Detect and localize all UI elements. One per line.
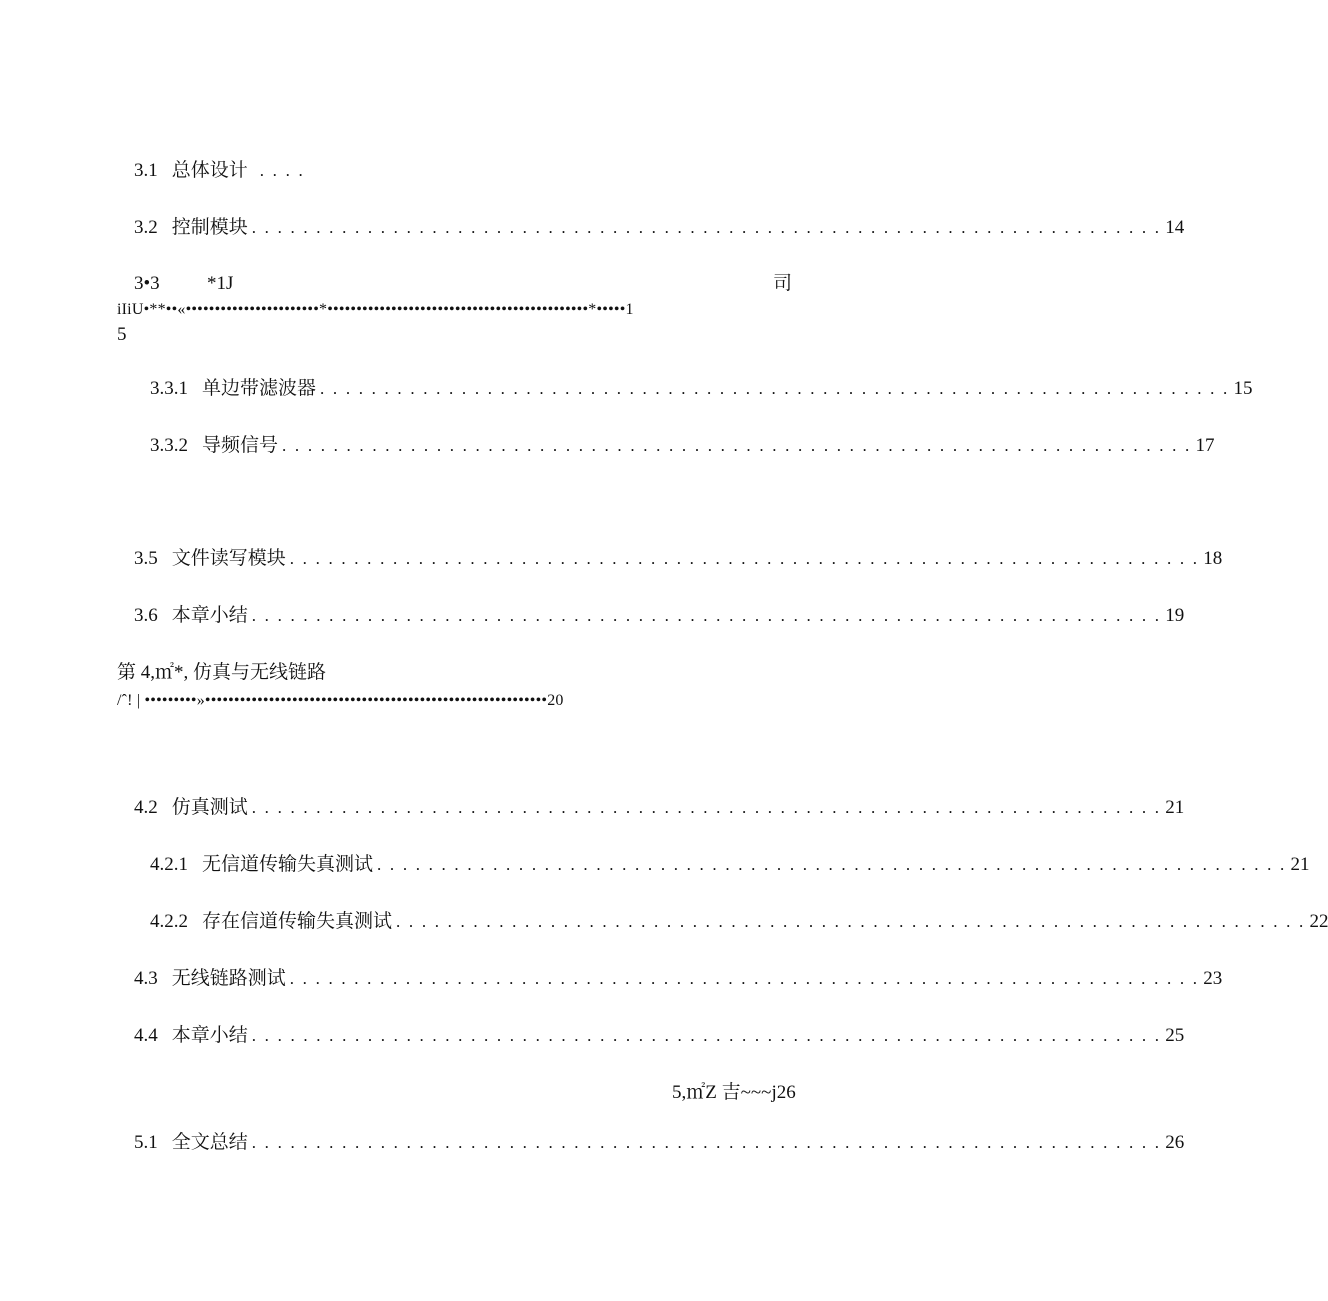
section-title: 单边带滤波器: [202, 378, 317, 399]
toc-entry-3-3-2[interactable]: [150, 435, 1215, 457]
garbled-3-3-mid: *1J: [207, 273, 234, 294]
page-number: 14: [1165, 217, 1185, 238]
section-number: 4.2.2: [150, 911, 188, 932]
section-title: 本章小结: [171, 605, 248, 626]
dot-leader: . . . . . . . . . . . . . . . . . . . . . . . . . . . . . . . . . . . . . . . . . . . . . . . . . . . . . . . . . . . . . . . . . . . . . . .: [251, 798, 1162, 817]
section-number: 3.3.2: [150, 435, 188, 456]
dot-leader: . . . . . . . . . . . . . . . . . . . . . . . . . . . . . . . . . . . . . . . . . . . . . . . . . . . . . . . . . . . . . . . . . . . . . . .: [289, 549, 1200, 568]
garbled-3-3-right: 司: [773, 273, 793, 294]
section-number: 4.2: [134, 797, 158, 818]
toc-entry-4-4[interactable]: [134, 1025, 1185, 1047]
toc-entry-4-2-1[interactable]: [150, 854, 1310, 876]
section-number: 3.6: [134, 605, 158, 626]
dot-leader: . . . . . . . . . . . . . . . . . . . . . . . . . . . . . . . . . . . . . . . . . . . . . . . . . . . . . . . . . . . . . . . . . . . . . . .: [251, 1026, 1162, 1045]
section-title: 总体设计: [171, 160, 248, 181]
page-number: 21: [1165, 797, 1185, 818]
section-number: 3.2: [134, 217, 158, 238]
toc-entry-5-1[interactable]: [134, 1132, 1185, 1154]
dot-leader: . . . . . . . . . . . . . . . . . . . . . . . . . . . . . . . . . . . . . . . . . . . . . . . . . . . . . . . . . . . . . . . . . . . . . . .: [282, 436, 1192, 455]
section-title: 仿真测试: [171, 797, 248, 818]
dot-leader: . . . . . . . . . . . . . . . . . . . . . . . . . . . . . . . . . . . . . . . . . . . . . . . . . . . . . . . . . . . . . . . . . . . . . . .: [251, 1133, 1162, 1152]
toc-entry-3-1[interactable]: [134, 160, 314, 182]
page-number: 23: [1203, 968, 1223, 989]
page-number: 17: [1195, 435, 1215, 456]
chapter-4-leader: /ˆ! | •••••••••»•••••••••••••••••••••••••••••••••••••••••••••••••••••••••••20: [117, 692, 564, 709]
toc-entry-3-5[interactable]: [134, 548, 1223, 570]
dot-leader: . . . . . . . . . . . . . . . . . . . . . . . . . . . . . . . . . . . . . . . . . . . . . . . . . . . . . . . . . . . . . . . . . . . . . . .: [251, 606, 1162, 625]
section-title: 文件读写模块: [171, 548, 286, 569]
section-title: 导频信号: [202, 435, 279, 456]
section-number: 3.5: [134, 548, 158, 569]
toc-entry-4-3[interactable]: [134, 968, 1223, 990]
dot-leader: . . . . . . . . . . . . . . . . . . . . . . . . . . . . . . . . . . . . . . . . . . . . . . . . . . . . . . . . . . . . . . . . . . . . . . .: [289, 969, 1200, 988]
toc-entry-3-3-1[interactable]: [150, 378, 1253, 400]
dot-leader: . . . .: [259, 161, 305, 180]
toc-entry-3-2[interactable]: [134, 217, 1185, 239]
page-number: 22: [1309, 911, 1328, 932]
section-number: 5.1: [134, 1132, 158, 1153]
garbled-3-3-leader: iIiU•**••«•••••••••••••••••••••••*•••••••••••••••••••••••••••••••••••••••••••••*•••••1: [117, 301, 634, 318]
dot-leader: . . . . . . . . . . . . . . . . . . . . . . . . . . . . . . . . . . . . . . . . . . . . . . . . . . . . . . . . . . . . . . . . . . . . . . .: [320, 379, 1230, 398]
section-title: 无线链路测试: [171, 968, 286, 989]
page-number: 15: [1233, 378, 1253, 399]
section-number: 4.4: [134, 1025, 158, 1046]
section-title: 本章小结: [171, 1025, 248, 1046]
page-number: 26: [1165, 1132, 1185, 1153]
chapter-5-heading[interactable]: 5,㎡Z 吉~~~j26: [672, 1082, 796, 1103]
section-number: 3.1: [134, 160, 158, 181]
section-number: 4.3: [134, 968, 158, 989]
page-number: 18: [1203, 548, 1223, 569]
section-title: 全文总结: [171, 1132, 248, 1153]
page-number: 21: [1290, 854, 1310, 875]
garbled-3-3-number: 3•3: [134, 273, 160, 294]
section-number: 4.2.1: [150, 854, 188, 875]
dot-leader: . . . . . . . . . . . . . . . . . . . . . . . . . . . . . . . . . . . . . . . . . . . . . . . . . . . . . . . . . . . . . . . . . . . . . . .: [251, 218, 1162, 237]
page-number: 25: [1165, 1025, 1185, 1046]
toc-entry-3-6[interactable]: [134, 605, 1185, 627]
toc-entry-4-2-2[interactable]: [150, 911, 1328, 933]
toc-entry-4-2[interactable]: [134, 797, 1185, 819]
dot-leader: . . . . . . . . . . . . . . . . . . . . . . . . . . . . . . . . . . . . . . . . . . . . . . . . . . . . . . . . . . . . . . . . . . . . . . .: [396, 912, 1306, 931]
page-number: 19: [1165, 605, 1185, 626]
section-title: 无信道传输失真测试: [202, 854, 374, 875]
section-number: 3.3.1: [150, 378, 188, 399]
section-title: 存在信道传输失真测试: [202, 911, 393, 932]
chapter-4-heading[interactable]: 第 4,㎡*, 仿真与无线链路: [117, 662, 327, 683]
dot-leader: . . . . . . . . . . . . . . . . . . . . . . . . . . . . . . . . . . . . . . . . . . . . . . . . . . . . . . . . . . . . . . . . . . . . . . .: [377, 855, 1287, 874]
garbled-3-3-page: 5: [117, 324, 127, 345]
section-title: 控制模块: [171, 217, 248, 238]
